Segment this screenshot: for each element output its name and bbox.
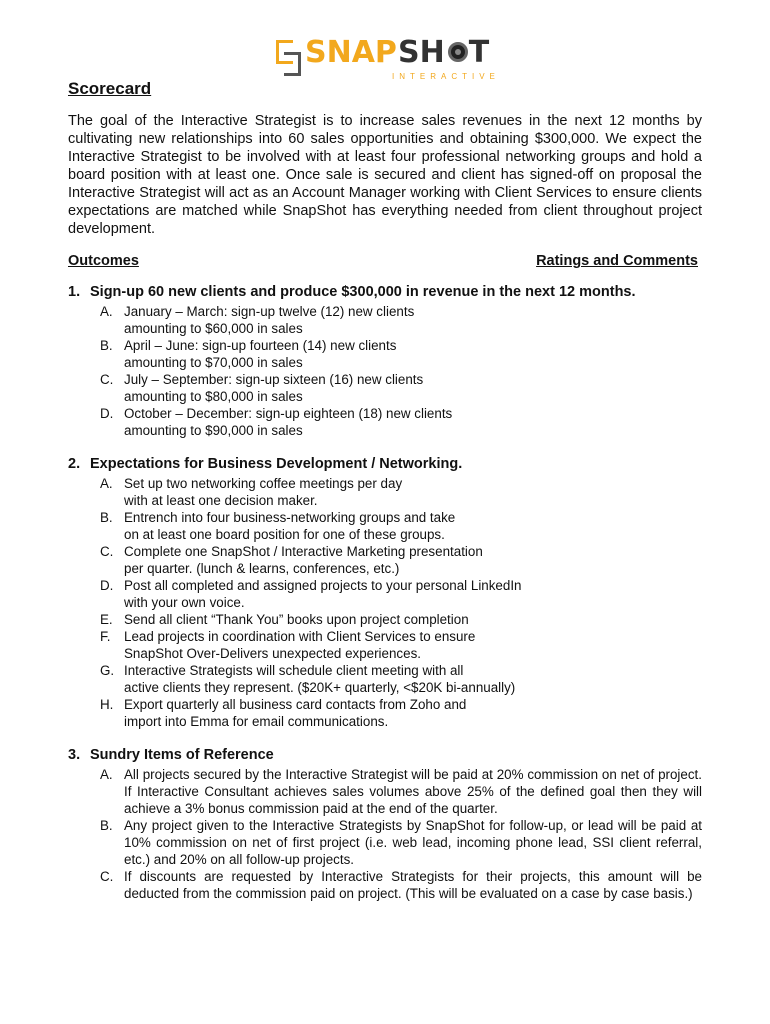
item-text: with at least one decision maker. [124, 493, 318, 508]
item-letter: G. [100, 663, 115, 678]
logo-subtitle: INTERACTIVE [392, 72, 500, 81]
list-item [100, 696, 702, 730]
list-item [100, 337, 702, 371]
list-item [100, 405, 702, 439]
list-item [100, 628, 702, 662]
item-letter: C. [100, 869, 114, 884]
item-letter: D. [100, 406, 114, 421]
item-text: January – March: sign-up twelve (12) new clients [124, 304, 415, 319]
list-item [100, 766, 702, 817]
logo-bracket-icon [276, 40, 302, 72]
item-text: If discounts are requested by Interactive Strategists for their projects, this amount will be deducted from the commission paid on project. (This will be evaluated on a case by case basis.) [124, 869, 702, 901]
section-title-text: Sign-up 60 new clients and produce $300,000 in revenue in the next 12 months. [90, 284, 636, 300]
item-text: active clients they represent. ($20K+ quarterly, <$20K bi-annually) [124, 680, 516, 695]
item-text: on at least one board position for one of these groups. [124, 527, 445, 542]
item-letter: A. [100, 304, 113, 319]
section-title-text: Expectations for Business Development / Networking. [90, 456, 463, 472]
item-letter: A. [100, 767, 113, 782]
list-item [100, 371, 702, 405]
document-body [68, 78, 702, 902]
item-letter: C. [100, 544, 114, 559]
item-text: Entrench into four business-networking groups and take [124, 510, 456, 525]
item-letter: B. [100, 818, 113, 833]
ratings-label: Ratings and Comments [536, 253, 698, 269]
item-text: SnapShot Over-Delivers unexpected experiences. [124, 646, 421, 661]
outcomes-label: Outcomes [68, 253, 139, 269]
item-letter: H. [100, 697, 114, 712]
item-text: April – June: sign-up fourteen (14) new clients [124, 338, 397, 353]
section-number: 1. [68, 284, 81, 300]
item-letter: B. [100, 338, 113, 353]
item-text: Any project given to the Interactive Strategists by SnapShot for follow-up, or lead will be paid at 10% commission on net of first project (i.e. web lead, incoming phone lead, SSI client referral, etc.) and 20% on all follow-up projects. [124, 818, 702, 867]
section-title [68, 283, 702, 301]
item-text: amounting to $60,000 in sales [124, 321, 303, 336]
item-text: October – December: sign-up eighteen (18) new clients [124, 406, 453, 421]
item-letter: F. [100, 629, 111, 644]
list-item [100, 611, 702, 628]
section-title-text: Sundry Items of Reference [90, 747, 274, 763]
section-1 [68, 283, 702, 439]
item-text: amounting to $70,000 in sales [124, 355, 303, 370]
item-text: per quarter. (lunch & learns, conferences, etc.) [124, 561, 400, 576]
item-letter: D. [100, 578, 114, 593]
item-letter: E. [100, 612, 113, 627]
section-number: 2. [68, 456, 81, 472]
section-2 [68, 455, 702, 730]
item-text: import into Emma for email communications. [124, 714, 389, 729]
list-item [100, 868, 702, 902]
logo-shot-text: SH T [398, 35, 490, 70]
list-item [100, 817, 702, 868]
intro-paragraph: The goal of the Interactive Strategist is to increase sales revenues in the next 12 months by cultivating new relationships into 60 sales opportunities and obtaining $300,000. We expect the Interactive Strategist to be involved with at least four professional networking groups and hold a board position with at least one. Once sale is secured and client has signed-off on proposal the Interactive Strategist will act as an Account Manager working with Client Services to ensure clients expectations are matched while SnapShot has everything needed from client throughout project development. [68, 113, 702, 237]
item-letter: A. [100, 476, 113, 491]
snapshot-logo [0, 18, 770, 81]
list-item [100, 475, 702, 509]
item-text: Interactive Strategists will schedule client meeting with all [124, 663, 464, 678]
list-item [100, 303, 702, 337]
section-3 [68, 746, 702, 902]
item-text: amounting to $90,000 in sales [124, 423, 303, 438]
list-item [100, 509, 702, 543]
list-item [100, 543, 702, 577]
page-title: Scorecard [68, 79, 152, 98]
camera-lens-icon [448, 42, 468, 62]
item-text: amounting to $80,000 in sales [124, 389, 303, 404]
item-text: July – September: sign-up sixteen (16) new clients [124, 372, 424, 387]
item-text: Post all completed and assigned projects to your personal LinkedIn [124, 578, 522, 593]
item-letter: C. [100, 372, 114, 387]
section-title [68, 455, 702, 473]
section-number: 3. [68, 747, 81, 763]
outcomes-header [68, 252, 702, 270]
item-text: Set up two networking coffee meetings per day [124, 476, 403, 491]
section-title [68, 746, 702, 764]
item-text: with your own voice. [124, 595, 245, 610]
item-letter: B. [100, 510, 113, 525]
list-item [100, 577, 702, 611]
item-text: All projects secured by the Interactive Strategist will be paid at 20% commission on net of project. If Interactive Consultant achieves sales volumes above 25% of the defined goal then they will achieve a 3% bonus commission paid at the end of the quarter. [124, 767, 702, 816]
logo-snap-text: SNAP [305, 35, 397, 70]
item-text: Send all client “Thank You” books upon project completion [124, 612, 469, 627]
list-item [100, 662, 702, 696]
item-text: Complete one SnapShot / Interactive Marketing presentation [124, 544, 483, 559]
item-text: Lead projects in coordination with Client Services to ensure [124, 629, 476, 644]
item-text: Export quarterly all business card contacts from Zoho and [124, 697, 467, 712]
